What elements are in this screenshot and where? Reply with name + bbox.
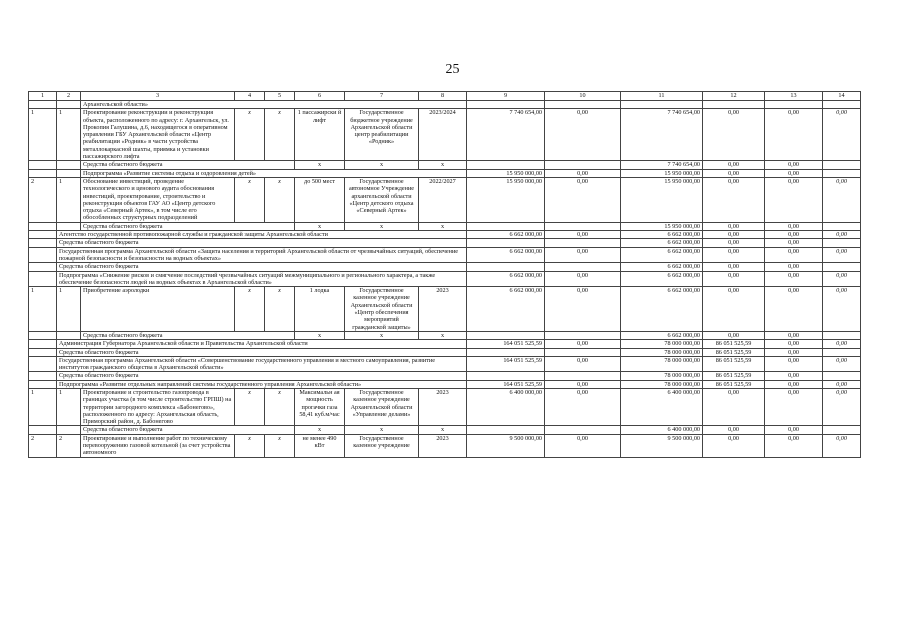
fund-row xyxy=(29,222,861,230)
cell-col12 xyxy=(703,101,765,109)
cell-total xyxy=(467,161,545,169)
cell-col13: 0,00 xyxy=(765,271,823,287)
cell-customer: Государственное казенное учреждение Архангельской области «Центр обеспечения мероприятий гражданской защиты» xyxy=(345,287,419,332)
cell-no xyxy=(29,380,57,388)
cell-total: 6 662 000,00 xyxy=(467,271,545,287)
cell-col13: 0,00 xyxy=(765,222,823,230)
cell-label: Средства областного бюджета xyxy=(81,161,295,169)
cell-label: Подпрограмма «Развитие системы отдыха и оздоровления детей» xyxy=(81,169,467,177)
cell-col11: 6 662 000,00 xyxy=(621,331,703,339)
column-number-2: 2 xyxy=(57,92,81,101)
column-number-10: 10 xyxy=(545,92,621,101)
cell-col13: 0,00 xyxy=(765,231,823,239)
continuation-row xyxy=(29,101,861,109)
cell-col4: х xyxy=(235,434,265,457)
cell-sub-no xyxy=(57,169,81,177)
cell-name: Проектирование реконструкции и реконструкция объекта, расположенного по адресу: г. Архангельск, ул. Прокопия Галушина, д.6, находящегося в оперативном управлении ГБУ Архангельской области «Центр реабилитации «Родник» в части устройства металлокаркасной шахты, приямка и установки пассажирского лифта xyxy=(81,109,235,161)
column-number-13: 13 xyxy=(765,92,823,101)
column-number-11: 11 xyxy=(621,92,703,101)
cell-total: 15 950 000,00 xyxy=(467,177,545,222)
cell-no xyxy=(29,372,57,380)
cell-no: 1 xyxy=(29,388,57,425)
cell-col7: х xyxy=(345,331,419,339)
column-number-1: 1 xyxy=(29,92,57,101)
cell-col14: 0,00 xyxy=(823,271,861,287)
section-row xyxy=(29,348,861,356)
cell-col10 xyxy=(545,426,621,434)
cell-col11: 7 740 654,00 xyxy=(621,109,703,161)
cell-col12: 0,00 xyxy=(703,388,765,425)
cell-col14: 0,00 xyxy=(823,434,861,457)
cell-col12: 0,00 xyxy=(703,331,765,339)
cell-col14 xyxy=(823,161,861,169)
cell-col11 xyxy=(621,101,703,109)
section-row xyxy=(29,231,861,239)
cell-total: 7 740 654,00 xyxy=(467,109,545,161)
fund-row xyxy=(29,331,861,339)
cell-col11: 6 400 000,00 xyxy=(621,426,703,434)
cell-col13: 0,00 xyxy=(765,426,823,434)
cell-no xyxy=(29,231,57,239)
cell-col12: 0,00 xyxy=(703,239,765,247)
cell-col10: 0,00 xyxy=(545,247,621,263)
cell-col11: 78 000 000,00 xyxy=(621,372,703,380)
cell-no xyxy=(29,222,57,230)
cell-col14 xyxy=(823,263,861,271)
cell-col6: х xyxy=(295,331,345,339)
cell-col14 xyxy=(823,239,861,247)
subprogram-row xyxy=(29,169,861,177)
cell-col11: 78 000 000,00 xyxy=(621,356,703,372)
cell-col12: 0,00 xyxy=(703,177,765,222)
cell-capacity: не менее 490 кВт xyxy=(295,434,345,457)
cell-total xyxy=(467,348,545,356)
cell-customer: Государственное казенное учреждение xyxy=(345,434,419,457)
cell-sub-no: 2 xyxy=(57,434,81,457)
cell-col14: 0,00 xyxy=(823,109,861,161)
cell-col13: 0,00 xyxy=(765,287,823,332)
cell-sub-no xyxy=(57,222,81,230)
cell-col14: 0,00 xyxy=(823,356,861,372)
cell-customer: Государственное казенное учреждение Архангельской области «Управление делами» xyxy=(345,388,419,425)
cell-col12: 0,00 xyxy=(703,161,765,169)
cell-no xyxy=(29,356,57,372)
cell-col13: 0,00 xyxy=(765,388,823,425)
cell-capacity: 1 лодка xyxy=(295,287,345,332)
cell-total: 6 400 000,00 xyxy=(467,388,545,425)
cell-no xyxy=(29,348,57,356)
cell-years: 2023/2024 xyxy=(419,109,467,161)
column-number-7: 7 xyxy=(345,92,419,101)
cell-total: 6 662 000,00 xyxy=(467,231,545,239)
column-number-row xyxy=(29,92,861,101)
cell-col13: 0,00 xyxy=(765,239,823,247)
cell-col8: х xyxy=(419,331,467,339)
cell-customer: Государственное бюджетное учреждение Архангельской области центр реабилитации «Родник» xyxy=(345,109,419,161)
cell-label: Подпрограмма «Снижение рисков и смягчение последствий чрезвычайных ситуаций межмуниципального и регионального характера, а также обеспечение безопасности людей на водных объектах в Архангельской области» xyxy=(57,271,467,287)
column-number-3: 3 xyxy=(81,92,235,101)
cell-col13: 0,00 xyxy=(765,372,823,380)
cell-col12: 0,00 xyxy=(703,426,765,434)
cell-label: Средства областного бюджета xyxy=(57,348,467,356)
section-row xyxy=(29,356,861,372)
cell-no: 2 xyxy=(29,434,57,457)
cell-col12: 0,00 xyxy=(703,109,765,161)
fund-row xyxy=(29,426,861,434)
cell-col11: 6 662 000,00 xyxy=(621,239,703,247)
cell-label: Средства областного бюджета xyxy=(57,263,467,271)
cell-capacity: 1 пассажирски й лифт xyxy=(295,109,345,161)
cell-sub-no xyxy=(57,101,81,109)
cell-col12: 0,00 xyxy=(703,434,765,457)
cell-label: Государственная программа Архангельской области «Защита населения и территорий Архангельской области от чрезвычайных ситуаций, обеспечение пожарной безопасности и безопасности на водных объектах» xyxy=(57,247,467,263)
cell-col13: 0,00 xyxy=(765,380,823,388)
cell-col13 xyxy=(765,101,823,109)
cell-col10 xyxy=(545,331,621,339)
cell-years: 2023 xyxy=(419,434,467,457)
fund-row xyxy=(29,161,861,169)
cell-col10 xyxy=(545,263,621,271)
cell-col5: х xyxy=(265,434,295,457)
cell-total xyxy=(467,372,545,380)
cell-col11: 6 662 000,00 xyxy=(621,263,703,271)
cell-col11: 6 662 000,00 xyxy=(621,271,703,287)
cell-col13: 0,00 xyxy=(765,331,823,339)
cell-col12: 0,00 xyxy=(703,271,765,287)
cell-no xyxy=(29,271,57,287)
cell-col11: 15 950 000,00 xyxy=(621,177,703,222)
page-number: 25 xyxy=(445,62,460,77)
cell-col12: 86 051 525,59 xyxy=(703,372,765,380)
cell-col14: 0,00 xyxy=(823,388,861,425)
cell-col4: х xyxy=(235,287,265,332)
cell-col10 xyxy=(545,239,621,247)
item-row xyxy=(29,388,861,425)
cell-years: 2023 xyxy=(419,287,467,332)
cell-col12: 0,00 xyxy=(703,287,765,332)
cell-col11: 7 740 654,00 xyxy=(621,161,703,169)
cell-col10 xyxy=(545,161,621,169)
cell-col13: 0,00 xyxy=(765,247,823,263)
cell-col10: 0,00 xyxy=(545,380,621,388)
item-row xyxy=(29,434,861,457)
cell-total: 164 051 525,59 xyxy=(467,356,545,372)
cell-col14: 0,00 xyxy=(823,177,861,222)
cell-no: 1 xyxy=(29,109,57,161)
cell-no xyxy=(29,161,57,169)
cell-col11: 6 662 000,00 xyxy=(621,231,703,239)
cell-col12: 0,00 xyxy=(703,263,765,271)
column-number-9: 9 xyxy=(467,92,545,101)
cell-capacity: Максимальн ая мощность прогачки газа 58,41 куб.м/час xyxy=(295,388,345,425)
cell-col6: х xyxy=(295,161,345,169)
cell-col4: х xyxy=(235,388,265,425)
cell-total xyxy=(467,263,545,271)
cell-total xyxy=(467,239,545,247)
cell-sub-no xyxy=(57,161,81,169)
cell-col14 xyxy=(823,331,861,339)
cell-sub-no xyxy=(57,426,81,434)
cell-no xyxy=(29,340,57,348)
section-row xyxy=(29,239,861,247)
cell-col13: 0,00 xyxy=(765,434,823,457)
cell-label: Средства областного бюджета xyxy=(81,331,295,339)
item-row xyxy=(29,177,861,222)
budget-table xyxy=(28,91,861,458)
column-number-5: 5 xyxy=(265,92,295,101)
cell-label: Средства областного бюджета xyxy=(57,372,467,380)
cell-col13: 0,00 xyxy=(765,356,823,372)
cell-sub-no: 1 xyxy=(57,177,81,222)
cell-col12: 0,00 xyxy=(703,222,765,230)
cell-no xyxy=(29,331,57,339)
cell-col11: 6 662 000,00 xyxy=(621,247,703,263)
cell-sub-no xyxy=(57,331,81,339)
cell-label: Агентство государственной противопожарной службы и гражданской защиты Архангельской области xyxy=(57,231,467,239)
cell-total xyxy=(467,426,545,434)
cell-col14: 0,00 xyxy=(823,231,861,239)
section-row xyxy=(29,263,861,271)
cell-col11: 9 500 000,00 xyxy=(621,434,703,457)
cell-col10 xyxy=(545,372,621,380)
item-row xyxy=(29,287,861,332)
cell-col10: 0,00 xyxy=(545,356,621,372)
cell-col14: 0,00 xyxy=(823,340,861,348)
cell-years: 2023 xyxy=(419,388,467,425)
cell-col14: 0,00 xyxy=(823,380,861,388)
cell-col5: х xyxy=(265,177,295,222)
cell-label: Администрация Губернатора Архангельской области и Правительства Архангельской области xyxy=(57,340,467,348)
cell-col4: х xyxy=(235,109,265,161)
cell-col13: 0,00 xyxy=(765,169,823,177)
cell-customer: Государственное автономное Учреждение архангельской области «Центр детского отдыха «Северный Артек» xyxy=(345,177,419,222)
cell-col12: 86 051 525,59 xyxy=(703,340,765,348)
cell-total xyxy=(467,331,545,339)
cell-no: 2 xyxy=(29,177,57,222)
cell-label: Государственная программа Архангельской области «Совершенствование государственного управления и местного самоуправления, развитие институтов гражданского общества в Архангельской области» xyxy=(57,356,467,372)
cell-col10: 0,00 xyxy=(545,388,621,425)
cell-no xyxy=(29,247,57,263)
cell-col13: 0,00 xyxy=(765,177,823,222)
cell-total: 6 662 000,00 xyxy=(467,287,545,332)
cell-col10: 0,00 xyxy=(545,287,621,332)
cell-col12: 86 051 525,59 xyxy=(703,356,765,372)
cell-total xyxy=(467,101,545,109)
cell-col4: х xyxy=(235,177,265,222)
cell-col11: 15 950 000,00 xyxy=(621,169,703,177)
cell-sub-no: 1 xyxy=(57,287,81,332)
section-row xyxy=(29,340,861,348)
cell-col6: х xyxy=(295,426,345,434)
cell-col8: х xyxy=(419,161,467,169)
cell-col13: 0,00 xyxy=(765,263,823,271)
table-body xyxy=(29,92,861,458)
cell-no xyxy=(29,426,57,434)
section-row xyxy=(29,380,861,388)
cell-label: Средства областного бюджета xyxy=(81,426,295,434)
cell-col14 xyxy=(823,348,861,356)
cell-name: Проектирование и выполнение работ по техническому перевооружению газовой котельной (за счет устройства автономного xyxy=(81,434,235,457)
cell-col7: х xyxy=(345,222,419,230)
cell-col8: х xyxy=(419,222,467,230)
cell-col5: х xyxy=(265,109,295,161)
cell-total xyxy=(467,222,545,230)
cell-col13: 0,00 xyxy=(765,348,823,356)
cell-sub-no: 1 xyxy=(57,388,81,425)
cell-col13: 0,00 xyxy=(765,109,823,161)
column-number-8: 8 xyxy=(419,92,467,101)
cell-col10: 0,00 xyxy=(545,177,621,222)
item-row xyxy=(29,109,861,161)
cell-total: 9 500 000,00 xyxy=(467,434,545,457)
column-number-6: 6 xyxy=(295,92,345,101)
cell-col12: 86 051 525,59 xyxy=(703,348,765,356)
cell-col7: х xyxy=(345,161,419,169)
cell-name: Проектирование и строительство газопровода в границах участка (в том числе строительство ГРПШ) на территории загородного комплекса «Бабонегово», расположенного по адресу: Архангельская область, Приморский район, д. Бабонегово xyxy=(81,388,235,425)
cell-col10 xyxy=(545,348,621,356)
cell-capacity: до 500 мест xyxy=(295,177,345,222)
cell-col12: 0,00 xyxy=(703,169,765,177)
column-number-12: 12 xyxy=(703,92,765,101)
cell-no xyxy=(29,239,57,247)
cell-col5: х xyxy=(265,287,295,332)
column-number-14: 14 xyxy=(823,92,861,101)
cell-years: 2022/2027 xyxy=(419,177,467,222)
cell-col13: 0,00 xyxy=(765,340,823,348)
cell-col11: 6 662 000,00 xyxy=(621,287,703,332)
cell-col11: 15 950 000,00 xyxy=(621,222,703,230)
cell-total: 6 662 000,00 xyxy=(467,247,545,263)
cell-col14 xyxy=(823,372,861,380)
cell-col14 xyxy=(823,426,861,434)
section-row xyxy=(29,271,861,287)
cell-col10 xyxy=(545,222,621,230)
cell-name: Обоснование инвестиций, проведение технологического и ценового аудита обоснования инвестиций, проектирование, строительство и реконструкция объектов ГАУ АО «Центр детского отдыха «Северный Артек», в том числе его обособленных структурных подразделений xyxy=(81,177,235,222)
cell-col10: 0,00 xyxy=(545,169,621,177)
cell-col10: 0,00 xyxy=(545,231,621,239)
cell-no: 1 xyxy=(29,287,57,332)
cell-col6: х xyxy=(295,222,345,230)
cell-col5: х xyxy=(265,388,295,425)
cell-col14: 0,00 xyxy=(823,247,861,263)
cell-col7: х xyxy=(345,426,419,434)
cell-col8: х xyxy=(419,426,467,434)
cell-no xyxy=(29,263,57,271)
cell-col14 xyxy=(823,169,861,177)
cell-total: 15 950 000,00 xyxy=(467,169,545,177)
cell-col14: 0,00 xyxy=(823,287,861,332)
cell-col12: 0,00 xyxy=(703,247,765,263)
cell-col13: 0,00 xyxy=(765,161,823,169)
section-row xyxy=(29,372,861,380)
section-row xyxy=(29,247,861,263)
cell-col10: 0,00 xyxy=(545,434,621,457)
column-number-4: 4 xyxy=(235,92,265,101)
cell-col11: 78 000 000,00 xyxy=(621,348,703,356)
cell-label: Архангельской области» xyxy=(81,101,467,109)
cell-col12: 0,00 xyxy=(703,231,765,239)
cell-col11: 6 400 000,00 xyxy=(621,388,703,425)
cell-sub-no: 1 xyxy=(57,109,81,161)
cell-col10: 0,00 xyxy=(545,340,621,348)
cell-col11: 78 000 000,00 xyxy=(621,340,703,348)
cell-col10 xyxy=(545,101,621,109)
cell-col14 xyxy=(823,222,861,230)
cell-label: Средства областного бюджета xyxy=(81,222,295,230)
cell-label: Подпрограмма «Развитие отдельных направлений системы государственного управления Архангельской области» xyxy=(57,380,467,388)
cell-col10: 0,00 xyxy=(545,271,621,287)
cell-col11: 78 000 000,00 xyxy=(621,380,703,388)
cell-name: Приобретение аэролодки xyxy=(81,287,235,332)
cell-label: Средства областного бюджета xyxy=(57,239,467,247)
cell-total: 164 051 525,59 xyxy=(467,340,545,348)
cell-no xyxy=(29,169,57,177)
cell-total: 164 051 525,59 xyxy=(467,380,545,388)
cell-col10: 0,00 xyxy=(545,109,621,161)
cell-col14 xyxy=(823,101,861,109)
cell-no xyxy=(29,101,57,109)
cell-col12: 86 051 525,59 xyxy=(703,380,765,388)
